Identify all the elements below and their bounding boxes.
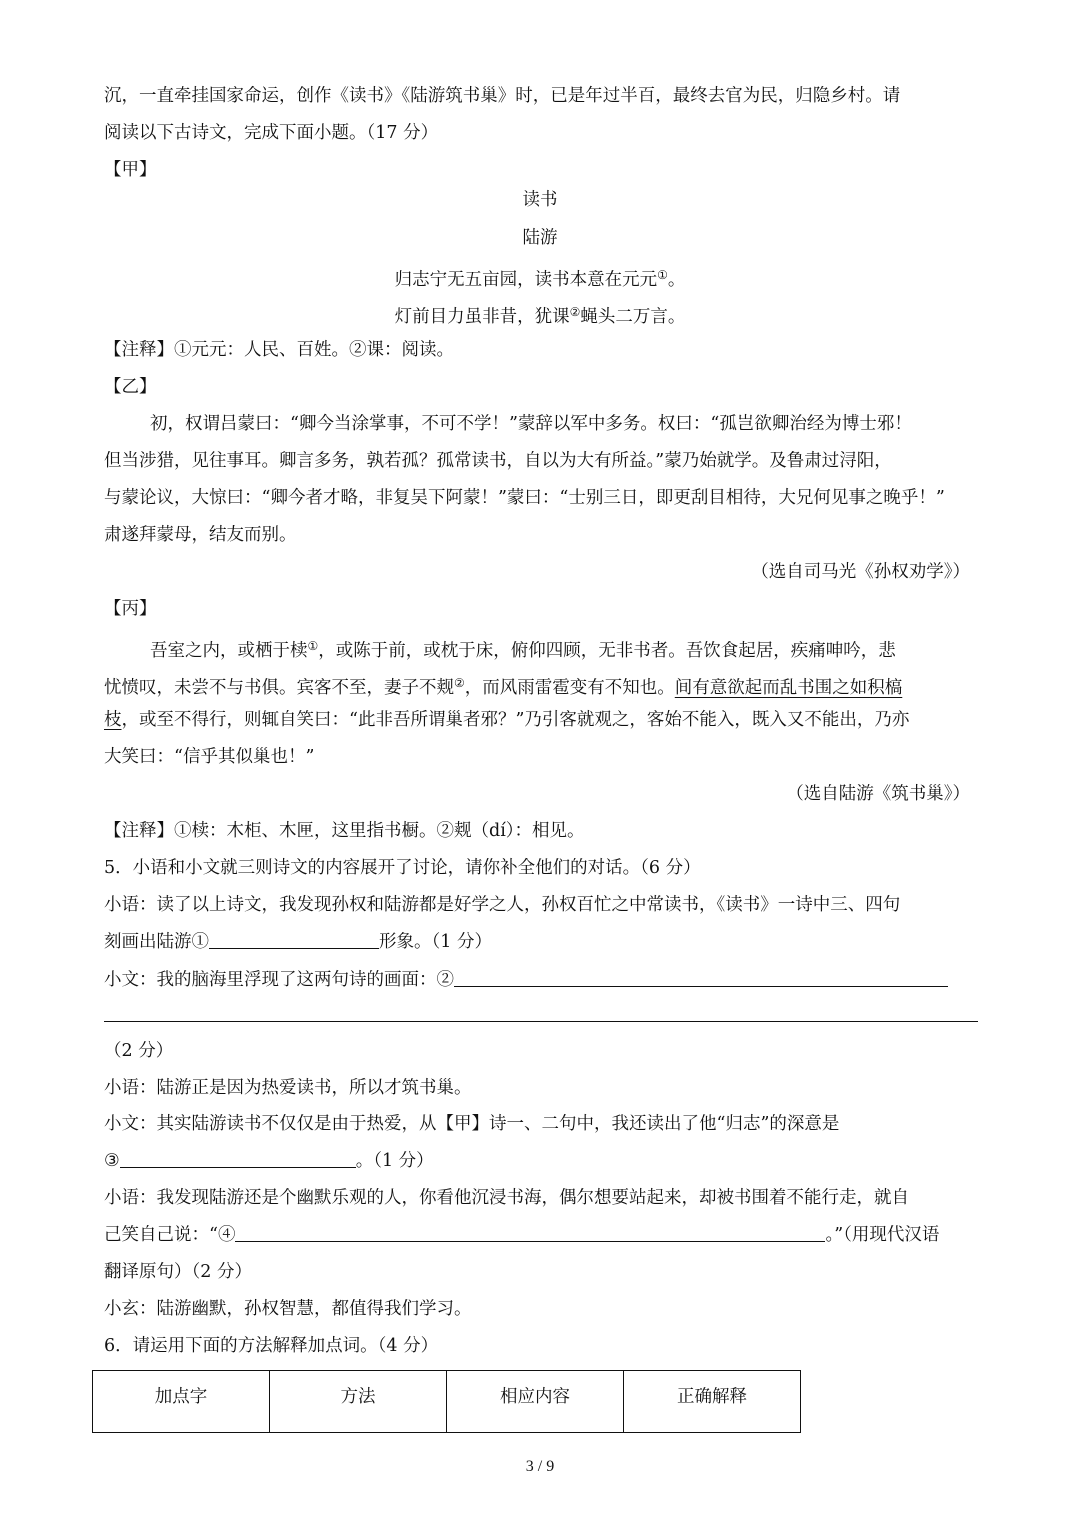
- dialogue-line: 小语：我发现陆游还是个幽默乐观的人，你看他沉浸书海，偶尔想要站起来，却被书围着不能行走，就自: [104, 1188, 909, 1208]
- dialogue-text: 形象。（1 分）: [379, 932, 492, 952]
- answer-blank-2[interactable]: [454, 968, 948, 987]
- poem-text: 蝇头二万言。: [580, 307, 686, 327]
- underlined-sentence: 枝: [104, 710, 122, 730]
- intro-line: 沉，一直牵挂国家命运，创作《读书》《陆游筑书巢》时，已是年过半百，最终去官为民，归隐乡村。请: [104, 86, 901, 106]
- source-citation: （选自陆游《筑书巢》）: [786, 784, 970, 804]
- dialogue-text: 。”（用现代汉语: [825, 1225, 940, 1245]
- note-mark: ②: [569, 305, 581, 319]
- passage-text: ，或陈于前，或枕于床，俯仰四顾，无非书者。吾饮食起居，疾痛呻吟，悲: [318, 641, 896, 661]
- passage-text: 吾室之内，或栖于椟: [150, 641, 308, 661]
- passage-text: 忧愤叹，未尝不与书俱。宾客不至，妻子不觌: [104, 678, 454, 698]
- dialogue-text: 小文：我的脑海里浮现了这两句诗的画面：②: [104, 970, 454, 990]
- poem-author: 陆游: [522, 228, 558, 248]
- dialogue-line: [104, 1149, 434, 1173]
- note-mark: ①: [307, 639, 319, 653]
- annotation: 【注释】①元元：人民、百姓。②课：阅读。: [104, 340, 454, 360]
- table-header: 加点字: [93, 1371, 270, 1433]
- poem-title: 读书: [522, 190, 558, 210]
- passage-line: 初，权谓吕蒙曰：“卿今当涂掌事，不可不学！”蒙辞以军中多务。权曰：“孤岂欲卿治经为博士邪！: [150, 414, 912, 434]
- answer-blank-4[interactable]: [235, 1223, 825, 1242]
- note-mark: ①: [657, 268, 668, 282]
- dialogue-line: 翻译原句）（2 分）: [104, 1262, 252, 1282]
- dialogue-line: 小语：陆游正是因为热爱读书，所以才筑书巢。: [104, 1078, 472, 1098]
- answer-blank-3[interactable]: [120, 1149, 356, 1168]
- passage-line: [104, 708, 909, 732]
- table-header: 相应内容: [447, 1371, 624, 1433]
- intro-line: 阅读以下古诗文，完成下面小题。（17 分）: [104, 123, 439, 143]
- table-header-row: [93, 1371, 801, 1433]
- section-label-jia: 【甲】: [104, 160, 157, 180]
- section-label-yi: 【乙】: [104, 377, 157, 397]
- dialogue-text: 。（1 分）: [355, 1151, 434, 1171]
- section-label-bing: 【丙】: [104, 599, 157, 619]
- dialogue-line: 小玄：陆游幽默，孙权智慧，都值得我们学习。: [104, 1299, 472, 1319]
- question-6-title: 6．请运用下面的方法解释加点词。（4 分）: [104, 1336, 439, 1356]
- source-citation: （选自司马光《孙权劝学》）: [751, 562, 970, 582]
- answer-blank-1[interactable]: [209, 930, 379, 949]
- annotation: 【注释】①椟：木柜、木匣，这里指书橱。②觌（dí）：相见。: [104, 821, 585, 841]
- underlined-sentence: 间有意欲起而乱书围之如积槁: [674, 678, 903, 698]
- passage-line: 肃遂拜蒙母，结友而别。: [104, 525, 297, 545]
- poem-text: 。: [667, 270, 686, 290]
- dialogue-line: 小语：读了以上诗文，我发现孙权和陆游都是好学之人，孙权百忙之中常读书，《读书》一诗中三、四句: [104, 895, 901, 915]
- note-mark: ②: [454, 676, 465, 690]
- dialogue-line: 小文：其实陆游读书不仅仅是由于热爱，从【甲】诗一、二句中，我还读出了他“归志”的深意是: [104, 1114, 840, 1134]
- dialogue-line: [104, 1223, 939, 1247]
- passage-line: 大笑曰：“信乎其似巢也！”: [104, 747, 315, 767]
- passage-line: 但当涉猎，见往事耳。卿言多务，孰若孤？孤常读书，自以为大有所益。”蒙乃始就学。及鲁肃过浔阳，: [104, 451, 892, 471]
- score-note: （2 分）: [104, 1041, 174, 1061]
- dialogue-line: [104, 930, 492, 954]
- dialogue-line: [104, 968, 948, 992]
- dialogue-text: 己笑自己说：“④: [104, 1225, 236, 1245]
- passage-text: ，或至不得行，则辄自笑曰：“此非吾所谓巢者邪？”乃引客就观之，客始不能入，既入又不能出，乃亦: [121, 710, 910, 730]
- passage-line: [150, 634, 896, 663]
- table-header: 正确解释: [624, 1371, 801, 1433]
- poem-text: 归志宁无五亩园，读书本意在元元: [394, 270, 658, 290]
- answer-line-2-continued[interactable]: [104, 1021, 978, 1022]
- poem-line: [0, 263, 1080, 292]
- question-5-title: 5．小语和小文就三则诗文的内容展开了讨论，请你补全他们的对话。（6 分）: [104, 858, 701, 878]
- dialogue-text: ③: [104, 1151, 120, 1171]
- dialogue-text: 刻画出陆游①: [104, 932, 209, 952]
- table-header: 方法: [270, 1371, 447, 1433]
- poem-line: [0, 300, 1080, 329]
- answer-table: [92, 1370, 801, 1433]
- poem-text: 灯前目力虽非昔，犹课: [394, 307, 570, 327]
- passage-line: [104, 671, 902, 700]
- passage-text: ，而风雨雷雹变有不知也。: [464, 678, 675, 698]
- page-number: 3 / 9: [525, 1458, 555, 1475]
- passage-line: 与蒙论议，大惊曰：“卿今者才略，非复吴下阿蒙！”蒙曰：“士别三日，即更刮目相待，大兄何见事之晚乎！”: [104, 488, 945, 508]
